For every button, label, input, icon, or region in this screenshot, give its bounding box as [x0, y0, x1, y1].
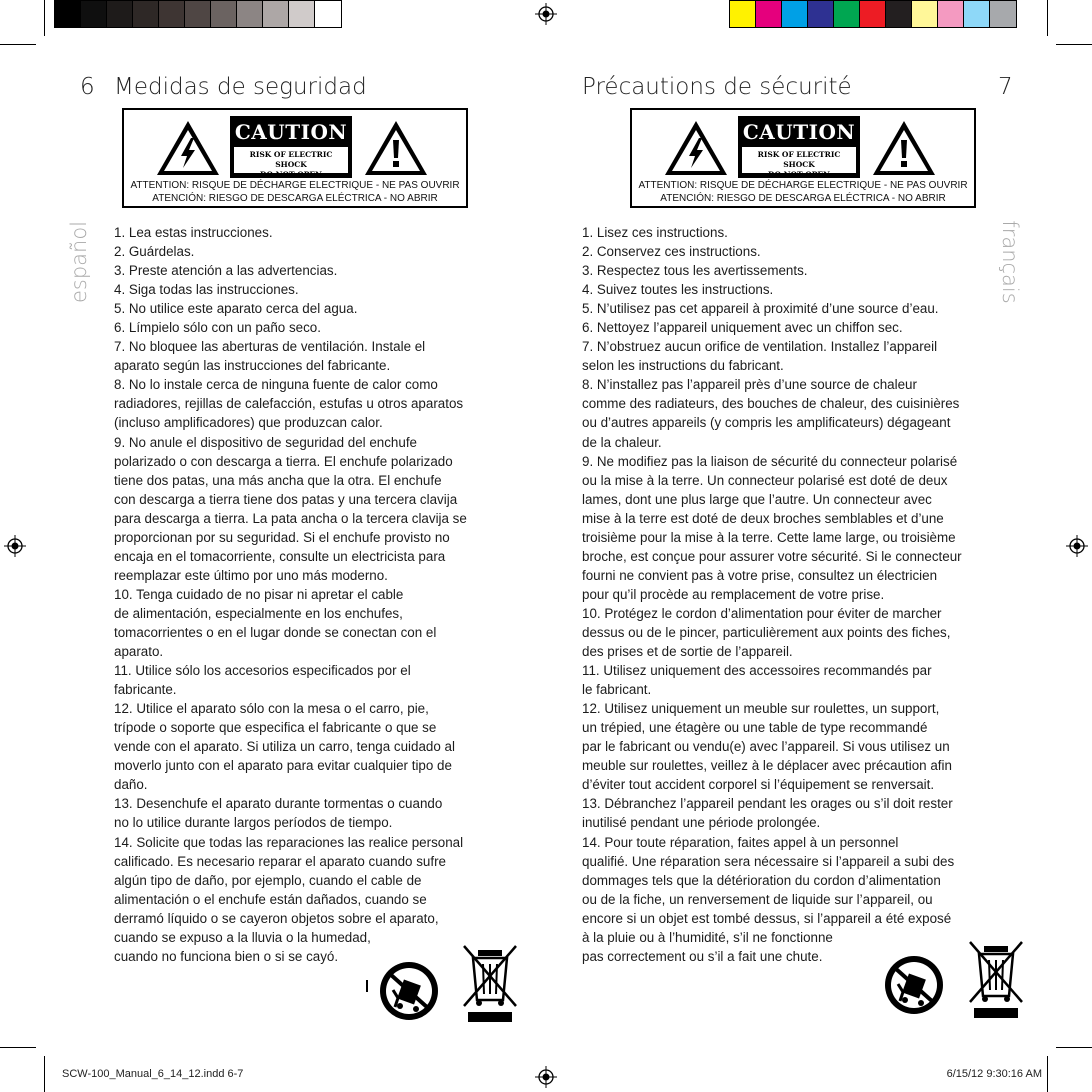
language-tab: français — [998, 220, 1022, 304]
color-swatch — [912, 1, 938, 27]
instruction-line: derramó líquido o se cayeron objetos sobre el aparato, — [114, 910, 439, 926]
color-swatch — [263, 1, 289, 27]
instruction-line: 14. Pour toute réparation, faites appel à un personnel — [582, 834, 899, 850]
color-swatch — [211, 1, 237, 27]
instruction-line: mise à la terre est doté de deux broches semblables et d’une — [582, 510, 944, 526]
instruction-line: encaja en el tomacorriente, consulte un electricista para — [114, 548, 446, 564]
instruction-line: 2. Guárdelas. — [114, 244, 195, 260]
instruction-line: 12. Utilice el aparato sólo con la mesa o el carro, pie, — [114, 701, 429, 717]
instruction-line: tiene dos patas, una más ancha que la otra. El enchufe — [114, 472, 442, 488]
page-number: 7 — [998, 74, 1013, 100]
color-swatch — [55, 1, 81, 27]
caution-subtext: RISK OF ELECTRIC SHOCK — [757, 150, 841, 169]
instruction-line: para descarga a tierra. La pata ancha o la tercera clavija se — [114, 510, 467, 526]
caution-word: CAUTION — [742, 120, 856, 144]
instruction-line: 3. Preste atención a las advertencias. — [114, 263, 338, 279]
instruction-line: 8. No lo instale cerca de ninguna fuente de calor como — [114, 377, 438, 393]
instruction-line: ou de la fiche, un renversement de liquide sur l’appareil, ou — [582, 891, 933, 907]
safety-instructions-es — [114, 223, 514, 966]
instruction-line: alimentación o el enchufe están dañados, cuando se — [114, 891, 427, 907]
instruction-line: ou d’autres appareils (y compris les amplificateurs) dégageant — [582, 415, 951, 431]
caution-subtext: DO NOT OPEN — [768, 170, 830, 179]
instruction-line: le fabricant. — [582, 682, 652, 698]
instruction-line: par le fabricant ou vendu(e) avec l’appareil. Si vous utilisez un — [582, 739, 950, 755]
instruction-line: fourni ne convient pas à votre prise, consultez un électricien — [582, 567, 938, 583]
electric-shock-warning-icon — [662, 118, 730, 178]
instruction-line: cuando se expuso a la lluvia o la humedad, — [114, 929, 371, 945]
color-swatch — [107, 1, 133, 27]
caution-text: ATTENTION: RISQUE DE DÉCHARGE ELECTRIQUE - NE PAS OUVRIR — [638, 180, 968, 191]
instruction-line: troisième pour la mise à la terre. Cette lame large, ou troisième — [582, 529, 956, 545]
weee-recycling-bin-icon — [964, 938, 1028, 1020]
page-title: Précautions de sécurité — [582, 74, 852, 100]
instruction-line: dommages tels que la détérioration du cordon d’alimentation — [582, 872, 941, 888]
slug-timestamp: 6/15/12 9:30:16 AM — [946, 1068, 1042, 1080]
page-number: 6 — [80, 74, 95, 100]
instruction-line: proporcionan por su seguridad. Si el enchufe provisto no — [114, 529, 450, 545]
caution-word: CAUTION — [234, 120, 348, 144]
instruction-line: reemplazar este último por uno más moderno. — [114, 567, 388, 583]
instruction-line: 1. Lisez ces instructions. — [582, 225, 728, 240]
instruction-line: d’éviter tout accident corporel si l’équipement se renversait. — [582, 777, 935, 793]
instruction-line: 13. Débranchez l’appareil pendant les orages ou s’il doit rester — [582, 796, 953, 812]
color-swatch — [756, 1, 782, 27]
instruction-line: broche, est conçue pour assurer votre sécurité. Si le connecteur — [582, 548, 962, 564]
grayscale-color-bar — [54, 0, 342, 28]
crop-mark — [1056, 1047, 1092, 1048]
cart-tip-over-warning-icon — [883, 954, 945, 1016]
instruction-line: 7. No bloquee las aberturas de ventilación. Instale el — [114, 339, 426, 355]
instruction-line: aparato. — [114, 644, 164, 660]
instruction-line: 13. Desenchufe el aparato durante tormentas o cuando — [114, 796, 443, 812]
registration-mark-icon — [535, 3, 557, 25]
caution-label — [630, 108, 976, 208]
instruction-line: 11. Utilisez uniquement des accessoires recommandés par — [582, 663, 932, 679]
instruction-line: qualifié. Une réparation sera nécessaire si l’appareil a subi des — [582, 853, 955, 869]
crop-mark — [1047, 0, 1048, 36]
instruction-line: ou la mise à la terre. Un connecteur polarisé est doté de deux — [582, 472, 948, 488]
instruction-line: 12. Utilisez uniquement un meuble sur roulettes, un support, — [582, 701, 940, 717]
instruction-line: cuando no funciona bien o si se cayó. — [114, 948, 339, 964]
color-swatch — [237, 1, 263, 27]
instruction-line: 2. Conservez ces instructions. — [582, 244, 761, 260]
caution-text: ATENCIÓN: RIESGO DE DESCARGA ELÉCTRICA - NO ABRIR — [660, 192, 946, 204]
instruction-line: daño. — [114, 777, 148, 793]
color-swatch — [834, 1, 860, 27]
crop-mark — [1056, 44, 1092, 45]
instruction-line: dessus ou de le pincer, particulièrement aux points des fiches, — [582, 624, 951, 640]
divider-tick — [366, 980, 368, 992]
instruction-line: à la pluie ou à l’humidité, s’il ne fonctionne — [582, 929, 833, 945]
instruction-line: inutilisé pendant une période prolongée. — [582, 815, 821, 831]
instruction-line: fabricante. — [114, 682, 177, 698]
instruction-line: 3. Respectez tous les avertissements. — [582, 263, 808, 279]
caution-text: ATENCIÓN: RIESGO DE DESCARGA ELÉCTRICA - NO ABRIR — [152, 192, 438, 204]
instruction-line: 10. Tenga cuidado de no pisar ni apretar el cable — [114, 586, 404, 602]
color-swatch — [133, 1, 159, 27]
instruction-line: tomacorrientes o en el lugar donde se conectan con el — [114, 624, 437, 640]
instruction-line: pour qu’il procède au remplacement de votre prise. — [582, 586, 885, 602]
instruction-line: polarizado o con descarga a tierra. El enchufe polarizado — [114, 453, 453, 469]
instruction-line: moverlo junto con el aparato para evitar cualquier tipo de — [114, 758, 452, 774]
instruction-line: trípode o soporte que especifica el fabricante o que se — [114, 720, 437, 736]
instruction-line: 14. Solicite que todas las reparaciones las realice personal — [114, 834, 464, 850]
safety-instructions-fr — [582, 223, 1022, 966]
instruction-line: lames, dont une plus large que l’autre. Un connecteur avec — [582, 491, 932, 507]
instruction-line: 9. Ne modifiez pas la liaison de sécurité du connecteur polarisé — [582, 453, 958, 469]
instruction-line: 9. No anule el dispositivo de seguridad del enchufe — [114, 434, 417, 450]
crop-mark — [44, 1056, 45, 1092]
instruction-line: aparato según las instrucciones del fabricante. — [114, 358, 391, 374]
color-swatch — [990, 1, 1016, 27]
instruction-line: 6. Nettoyez l’appareil uniquement avec un chiffon sec. — [582, 320, 903, 336]
instruction-line: 5. No utilice este aparato cerca del agua. — [114, 301, 358, 317]
instruction-line: con descarga a tierra tiene dos patas y una tercera clavija — [114, 491, 458, 507]
crop-mark — [0, 44, 36, 45]
instruction-line: des prises et de sortie de l’appareil. — [582, 644, 793, 660]
instruction-line: comme des radiateurs, des bouches de chaleur, des cuisinières — [582, 396, 960, 412]
instruction-line: selon les instructions du fabricant. — [582, 358, 784, 374]
color-swatch — [289, 1, 315, 27]
caution-label — [122, 108, 468, 208]
instruction-line: vende con el aparato. Si utiliza un carro, tenga cuidado al — [114, 739, 455, 755]
registration-mark-icon — [4, 535, 26, 557]
color-swatch — [185, 1, 211, 27]
instruction-line: (incluso amplificadores) que produzcan calor. — [114, 415, 383, 431]
instruction-line: de la chaleur. — [582, 434, 662, 450]
color-swatch — [886, 1, 912, 27]
instruction-line: 6. Límpielo sólo con un paño seco. — [114, 320, 321, 336]
caution-subtext: DO NOT OPEN — [260, 170, 322, 179]
instruction-line: 1. Lea estas instrucciones. — [114, 225, 273, 240]
crop-mark — [44, 0, 45, 36]
instruction-line: 11. Utilice sólo los accesorios especificados por el — [114, 663, 411, 679]
color-swatch — [782, 1, 808, 27]
exclamation-warning-icon — [362, 118, 430, 178]
crop-mark — [1047, 1056, 1048, 1092]
instruction-line: 4. Siga todas las instrucciones. — [114, 282, 299, 298]
instruction-line: algún tipo de daño, por ejemplo, cuando el cable de — [114, 872, 422, 888]
color-swatch — [81, 1, 107, 27]
color-swatch — [808, 1, 834, 27]
electric-shock-warning-icon — [154, 118, 222, 178]
color-swatch — [730, 1, 756, 27]
instruction-line: 5. N’utilisez pas cet appareil à proximité d’une source d’eau. — [582, 301, 939, 317]
instruction-line: pas correctement ou s’il a fait une chute. — [582, 948, 823, 964]
instruction-line: radiadores, rejillas de calefacción, estufas u otros aparatos — [114, 396, 464, 412]
process-color-bar — [729, 0, 1017, 28]
instruction-line: 7. N’obstruez aucun orifice de ventilation. Installez l’appareil — [582, 339, 938, 355]
instruction-line: meuble sur roulettes, veillez à le déplacer avec précaution afin — [582, 758, 952, 774]
instruction-line: no lo utilice durante largos períodos de tiempo. — [114, 815, 393, 831]
caution-text: ATTENTION: RISQUE DE DÉCHARGE ELECTRIQUE - NE PAS OUVRIR — [130, 180, 460, 191]
caution-subtext: RISK OF ELECTRIC SHOCK — [249, 150, 333, 169]
instruction-line: encore si un objet est tombé dessus, si l’appareil a été exposé — [582, 910, 952, 926]
instruction-line: calificado. Es necesario reparar el aparato cuando sufre — [114, 853, 446, 869]
color-swatch — [964, 1, 990, 27]
weee-recycling-bin-icon — [458, 942, 522, 1024]
color-swatch — [315, 1, 341, 27]
registration-mark-icon — [1066, 535, 1088, 557]
exclamation-warning-icon — [870, 118, 938, 178]
color-swatch — [938, 1, 964, 27]
crop-mark — [0, 1047, 36, 1048]
instruction-line: 4. Suivez toutes les instructions. — [582, 282, 774, 298]
instruction-line: 10. Protégez le cordon d’alimentation pour éviter de marcher — [582, 605, 942, 621]
color-swatch — [860, 1, 886, 27]
slug-filename: SCW-100_Manual_6_14_12.indd 6-7 — [62, 1068, 244, 1080]
instruction-line: 8. N’installez pas l’appareil près d’une source de chaleur — [582, 377, 917, 393]
page-title: Medidas de seguridad — [114, 74, 367, 100]
language-tab: español — [67, 220, 91, 304]
color-swatch — [159, 1, 185, 27]
cart-tip-over-warning-icon — [378, 960, 440, 1022]
instruction-line: un trépied, une étagère ou une table de type recommandé — [582, 720, 928, 736]
registration-mark-icon — [535, 1066, 557, 1088]
instruction-line: de alimentación, especialmente en los enchufes, — [114, 605, 403, 621]
